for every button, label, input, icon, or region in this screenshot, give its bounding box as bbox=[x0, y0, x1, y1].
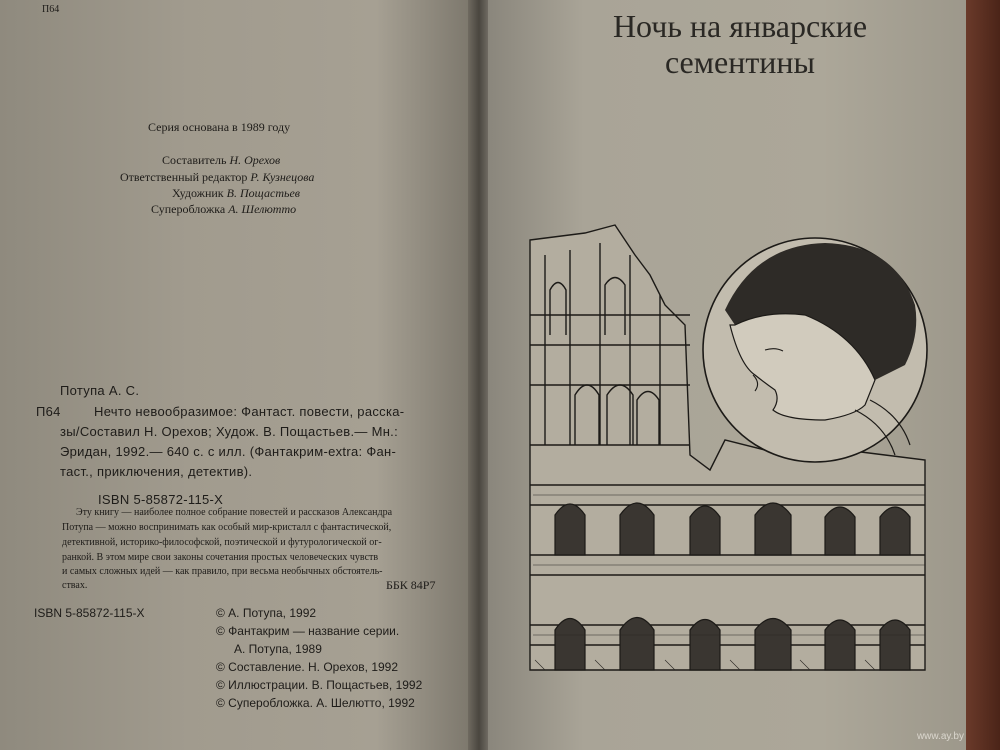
table-edge bbox=[966, 0, 1000, 750]
copyright-line: © Суперобложка. А. Шелютто, 1992 bbox=[216, 696, 415, 710]
credit-cover: Суперобложка А. Шелютто bbox=[151, 202, 297, 216]
catalog-isbn: ISBN 5-85872-115-X bbox=[98, 492, 224, 507]
book-gutter bbox=[468, 0, 490, 750]
copyright-line: А. Потупа, 1989 bbox=[234, 642, 322, 656]
series-founded: Серия основана в 1989 году bbox=[148, 120, 291, 134]
isbn-bottom: ISBN 5-85872-115-X bbox=[34, 606, 145, 620]
credit-compiler: Составитель Н. Орехов bbox=[162, 153, 281, 167]
credit-artist: Художник В. Пощастьев bbox=[172, 186, 300, 200]
copyright-line: © Составление. Н. Орехов, 1992 bbox=[216, 660, 399, 674]
story-title-line2: сементины bbox=[664, 44, 816, 80]
story-title-line1: Ночь на январские bbox=[612, 8, 868, 44]
watermark: www.ay.by bbox=[916, 731, 964, 742]
catalog-author: Потупа А. С. bbox=[60, 383, 140, 398]
annotation-line: детективной, историко-философской, поэтической и футурологической ог- bbox=[62, 537, 382, 548]
annotation-line: Потупа — можно воспринимать как особый мир-кристалл с фантастической, bbox=[62, 522, 392, 533]
copyright-line: © Фантакрим — название серии. bbox=[216, 624, 400, 638]
credit-editor: Ответственный редактор Р. Кузнецова bbox=[120, 170, 315, 184]
bbk-code: ББК 84Р7 bbox=[386, 578, 436, 592]
copyright-line: © Иллюстрации. В. Пощастьев, 1992 bbox=[216, 678, 423, 692]
catalog-index: П64 bbox=[36, 404, 61, 419]
annotation-line: ствах. bbox=[62, 580, 88, 591]
colosseum-illustration bbox=[525, 215, 930, 695]
annotation-line: ранкой. В этом мире свои законы сочетания простых человеческих чувств bbox=[62, 552, 379, 563]
catalog-line: зы/Составил Н. Орехов; Худож. В. Пощастьев.— Мн.: bbox=[60, 424, 399, 439]
catalog-line: Эридан, 1992.— 640 с. с илл. (Фантакрим-extra: Фан- bbox=[60, 444, 397, 459]
catalog-line: Нечто невообразимое: Фантаст. повести, расска- bbox=[94, 404, 405, 419]
catalog-line: таст., приключения, детектив). bbox=[60, 464, 253, 479]
copyright-line: © А. Потупа, 1992 bbox=[216, 606, 317, 620]
corner-code: П64 bbox=[42, 4, 60, 15]
annotation-line: Эту книгу — наиболее полное собрание повестей и рассказов Александра bbox=[76, 507, 393, 518]
annotation-line: и самых сложных идей — как правило, при весьма необычных обстоятель- bbox=[62, 566, 383, 577]
